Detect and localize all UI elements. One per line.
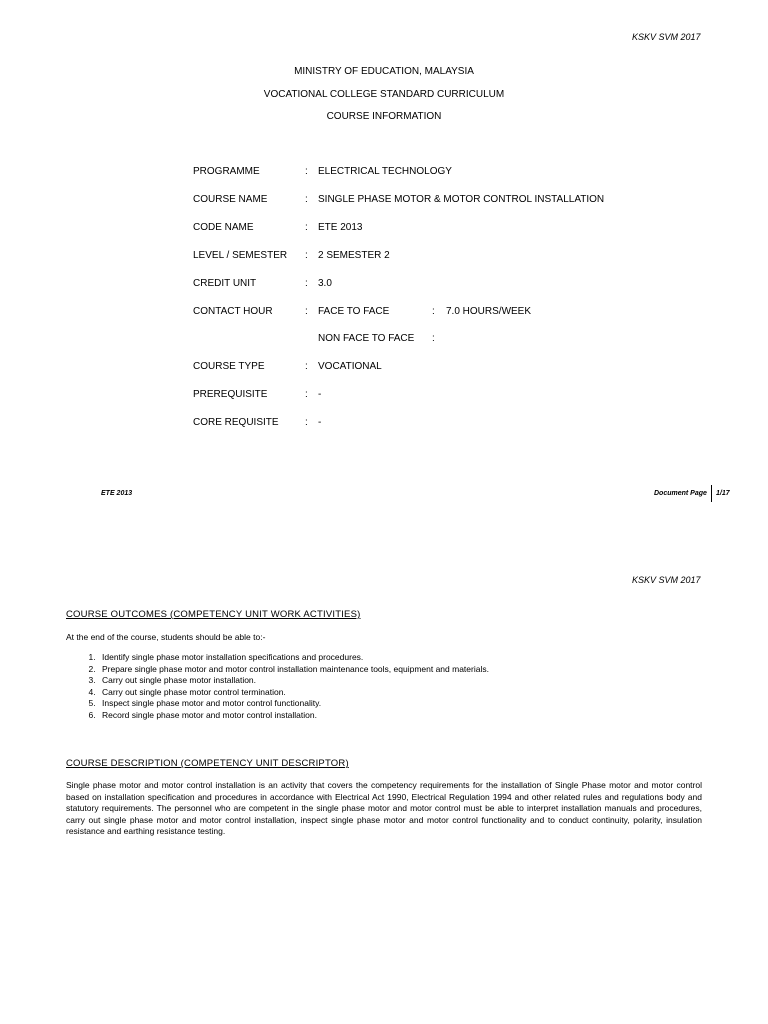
field-label-course-name: COURSE NAME [193,194,268,205]
list-item: 4. Carry out single phase motor control termination. [98,687,718,699]
course-outcomes-intro: At the end of the course, students should be able to:- [66,632,266,642]
ministry-title: MINISTRY OF EDUCATION, MALAYSIA [294,66,474,77]
field-colon: : [305,194,308,205]
course-outcomes-list [66,652,718,722]
footer-page-number: 1/17 [716,490,730,497]
field-label-course-type: COURSE TYPE [193,361,265,372]
field-value-code-name: ETE 2013 [318,222,363,233]
field-value-level-semester: 2 SEMESTER 2 [318,250,390,261]
field-label-level-semester: LEVEL / SEMESTER [193,250,288,261]
course-description-heading: COURSE DESCRIPTION (COMPETENCY UNIT DESCRIPTOR) [66,758,349,769]
face-to-face-hours: 7.0 HOURS/WEEK [446,306,532,317]
field-label-contact-hour: CONTACT HOUR [193,306,273,317]
field-value-programme: ELECTRICAL TECHNOLOGY [318,166,452,177]
field-colon: : [305,306,308,317]
footer-divider [711,485,712,502]
footer-document-page: Document Page [654,490,707,497]
course-outcomes-heading: COURSE OUTCOMES (COMPETENCY UNIT WORK ACTIVITIES) [66,609,361,620]
field-colon: : [305,278,308,289]
course-description-text: Single phase motor and motor control installation is an activity that covers the competency requirements for the installation of Single Phase motor and motor control based on installation specification and procedures in accordance with Electrical Act 1990, Electrical Regulation 1994 and other related rules and regulations body and statutory requirements. The personnel who are competent in the single phase motor and motor control must be able to interpret installation manuals and procedures, carry out single phase motor and motor control installation, inspect single phase motor and motor control functionality and to conduct continuity, polarity, insulation resistance and earthing resistance testing. [66,780,702,837]
field-colon: : [305,417,308,428]
field-colon: : [305,361,308,372]
curriculum-title: VOCATIONAL COLLEGE STANDARD CURRICULUM [263,89,505,100]
field-value-face-to-face: FACE TO FACE [318,306,390,317]
field-colon: : [305,222,308,233]
document-reference: KSKV SVM 2017 [632,32,701,42]
field-colon: : [305,250,308,261]
face-to-face-colon: : [432,306,435,317]
non-face-to-face-colon: : [432,333,435,344]
non-face-to-face-label: NON FACE TO FACE [318,333,415,344]
field-value-core-requisite: - [318,417,322,428]
document-reference: KSKV SVM 2017 [632,575,701,585]
field-value-credit-unit: 3.0 [318,278,332,289]
list-item: 6. Record single phase motor and motor control installation. [98,710,718,722]
footer-code: ETE 2013 [101,490,133,497]
field-label-core-requisite: CORE REQUISITE [193,417,279,428]
field-colon: : [305,166,308,177]
list-item: 5. Inspect single phase motor and motor control functionality. [98,698,718,710]
field-value-prerequisite: - [318,389,322,400]
field-label-code-name: CODE NAME [193,222,254,233]
field-label-credit-unit: CREDIT UNIT [193,278,257,289]
list-item: 2. Prepare single phase motor and motor control installation maintenance tools, equipment and materials. [98,664,718,676]
list-item: 1. Identify single phase motor installation specifications and procedures. [98,652,718,664]
field-colon: : [305,389,308,400]
course-info-title: COURSE INFORMATION [326,111,442,122]
field-label-prerequisite: PREREQUISITE [193,389,268,400]
field-value-course-type: VOCATIONAL [318,361,382,372]
field-value-course-name: SINGLE PHASE MOTOR & MOTOR CONTROL INSTALLATION [318,194,605,205]
field-label-programme: PROGRAMME [193,166,260,177]
list-item: 3. Carry out single phase motor installation. [98,675,718,687]
